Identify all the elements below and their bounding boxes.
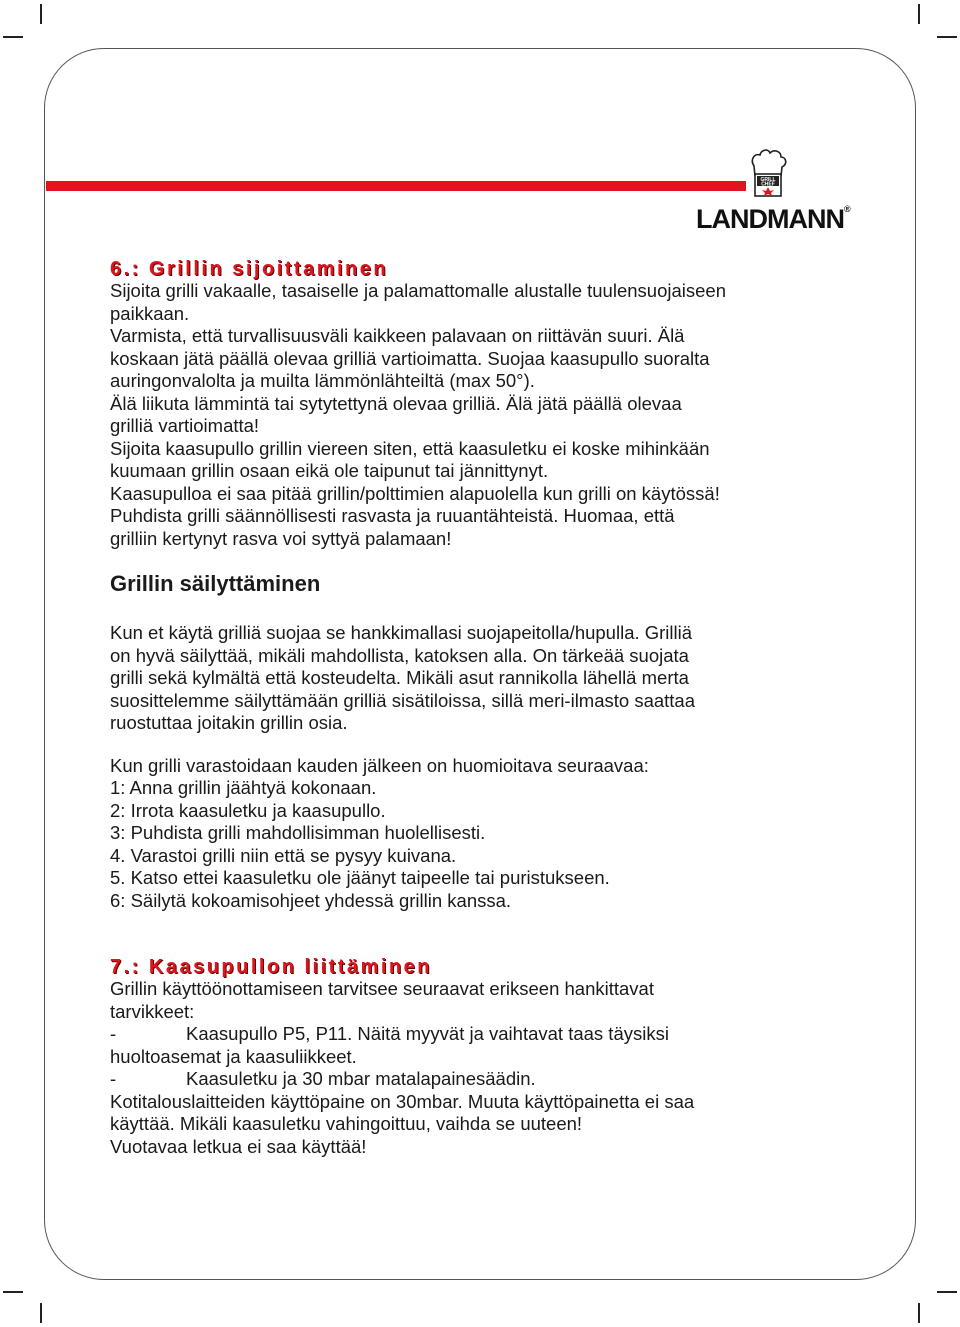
svg-text:CHEF: CHEF [761, 181, 775, 188]
text-line: Varmista, että turvallisuusväli kaikkeen palavaan on riittävän suuri. Älä [110, 325, 685, 346]
list-item-text: Kaasupullo P5, P11. Näitä myyvät ja vaihtavat taas täysiksi [186, 1023, 669, 1044]
text-line: Grillin käyttöönottamiseen tarvitsee seuraavat erikseen hankittavat [110, 978, 654, 999]
storage-list-intro: Kun grilli varastoidaan kauden jälkeen on huomioitava seuraavaa: [110, 754, 649, 776]
storage-steps [110, 777, 870, 912]
text-line: Kaasupulloa ei saa pitää grillin/polttimien alapuolella kun grilli on käytössä! [110, 482, 720, 504]
list-item: 6: Säilytä kokoamisohjeet yhdessä grillin kanssa. [110, 889, 512, 911]
page-content [110, 258, 870, 1158]
list-item [110, 1068, 870, 1091]
text-line: Kotitalouslaitteiden käyttöpaine on 30mbar. Muuta käyttöpainetta ei saa [110, 1090, 695, 1112]
text-line: on hyvä säilyttää, mikäli mahdollista, katoksen alla. On tärkeää suojata [110, 644, 689, 666]
list-item-continuation: huoltoasemat ja kaasuliikkeet. [110, 1045, 357, 1067]
text-line: auringonvalolta ja muilta lämmönlähteiltä (max 50°). [110, 370, 535, 391]
text-line: Vuotavaa letkua ei saa käyttää! [110, 1135, 367, 1157]
section-7-body [110, 978, 870, 1158]
text-line: kuumaan grillin osaan eikä ole taipunut tai jännittynyt. [110, 460, 549, 481]
text-line: ruostuttaa joitakin grillin osia. [110, 712, 348, 733]
text-line: Sijoita kaasupullo grillin viereen siten, että kaasuletku ei koske mihinkään [110, 437, 710, 459]
svg-text:GRILL: GRILL [760, 177, 776, 183]
list-item: 5. Katso ettei kaasuletku ole jäänyt taipeelle tai puristukseen. [110, 867, 610, 888]
text-line: koskaan jätä päällä olevaa grilliä vartioimatta. Suojaa kaasupullo suoralta [110, 347, 710, 369]
text-line: grilli sekä kylmältä että kosteudelta. Mikäli asut rannikolla lähellä merta [110, 667, 689, 688]
crop-mark [40, 1303, 42, 1323]
text-line: tarvikkeet: [110, 1000, 195, 1022]
header-red-bar [46, 181, 746, 191]
text-line: Älä liikuta lämmintä tai sytytettynä olevaa grilliä. Älä jätä päällä olevaa [110, 392, 682, 414]
text-line: Puhdista grilli säännöllisesti rasvasta ja ruuantähteistä. Huomaa, että [110, 505, 675, 526]
text-line: grilliä vartioimatta! [110, 415, 260, 436]
crop-mark [3, 36, 23, 38]
crop-mark [918, 1303, 920, 1323]
section-7-heading: 7.: Kaasupullon liittäminen [110, 956, 432, 978]
text-line: käyttää. Mikäli kaasuletku vahingoittuu, vaihda se uuteen! [110, 1113, 583, 1134]
list-item: 1: Anna grillin jäähtyä kokonaan. [110, 777, 377, 798]
list-item: 4. Varastoi grilli niin että se pysyy kuivana. [110, 844, 457, 866]
list-dash: - [110, 1068, 117, 1089]
list-item [110, 1023, 870, 1046]
section-6-heading: 6.: Grillin sijoittaminen [110, 258, 389, 280]
crop-mark [937, 36, 957, 38]
grill-chef-hat-icon [748, 148, 788, 198]
landmann-logo [690, 148, 850, 238]
list-item: 2: Irrota kaasuletku ja kaasupullo. [110, 799, 386, 821]
crop-mark [937, 1291, 957, 1293]
list-item: 3: Puhdista grilli mahdollisimman huolellisesti. [110, 822, 486, 843]
brand-name: LANDMANN® [696, 204, 851, 234]
text-line: suosittelemme säilyttämään grilliä sisätiloissa, sillä meri-ilmasto saattaa [110, 689, 696, 711]
text-line: grilliin kertynyt rasva voi syttyä palamaan! [110, 527, 452, 549]
text-line: Kun et käytä grilliä suojaa se hankkimallasi suojapeitolla/hupulla. Grilliä [110, 622, 693, 643]
storage-paragraph [110, 622, 870, 735]
text-line: Sijoita grilli vakaalle, tasaiselle ja palamattomalle alustalle tuulensuojaiseen [110, 280, 726, 301]
list-dash: - [110, 1023, 117, 1044]
crop-mark [3, 1291, 23, 1293]
section-6-body [110, 280, 870, 550]
list-item-text: Kaasuletku ja 30 mbar matalapainesäädin. [186, 1068, 536, 1089]
text-line: paikkaan. [110, 302, 190, 324]
crop-mark [40, 4, 42, 24]
crop-mark [918, 4, 920, 24]
storage-title: Grillin säilyttäminen [110, 571, 321, 596]
